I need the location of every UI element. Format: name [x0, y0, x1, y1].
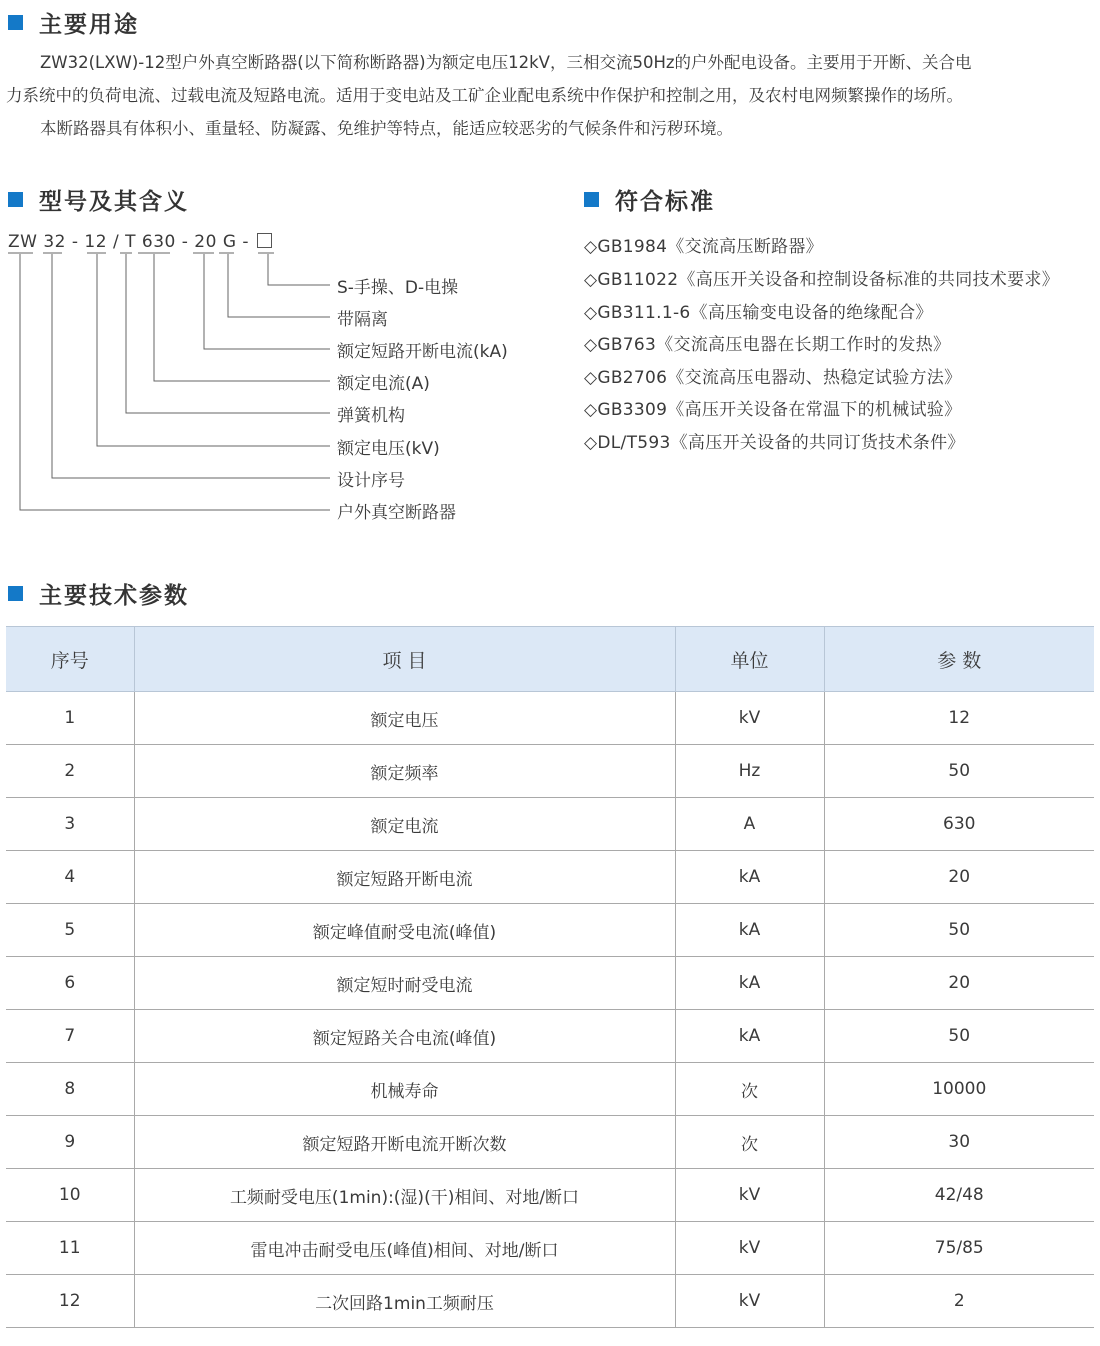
cell-index: 11: [6, 1222, 134, 1275]
legend-item-rated-current: 额定电流(A): [337, 374, 430, 394]
cell-unit: Hz: [675, 745, 824, 798]
usage-paragraph-line-2: 力系统中的负荷电流、过载电流及短路电流。适用于变电站及工矿企业配电系统中作保护和控制之用，及农村电网频繁操作的场所。: [6, 86, 963, 105]
legend-item-design-serial: 设计序号: [337, 471, 405, 491]
cell-unit: kA: [675, 957, 824, 1010]
cell-value: 20: [824, 851, 1094, 904]
cell-value: 10000: [824, 1063, 1094, 1116]
usage-paragraph-line-3: 本断路器具有体积小、重量轻、防凝露、免维护等特点，能适应较恶劣的气候条件和污秽环境。: [40, 119, 733, 138]
standard-item: ◇GB2706《交流高压电器动、热稳定试验方法》: [584, 368, 962, 388]
model-code-text: ZW 32 - 12 / T 630 - 20 G -: [8, 232, 255, 252]
table-row: [6, 851, 1094, 904]
table-row: [6, 1222, 1094, 1275]
cell-unit: kV: [675, 1275, 824, 1328]
cell-unit: kA: [675, 904, 824, 957]
cell-unit: kA: [675, 1010, 824, 1063]
params-section-title: 主要技术参数: [8, 577, 189, 610]
cell-unit: A: [675, 798, 824, 851]
cell-index: 8: [6, 1063, 134, 1116]
header-value: 参 数: [824, 627, 1094, 692]
cell-item: 额定电压: [134, 692, 675, 745]
table-row: [6, 957, 1094, 1010]
table-row: [6, 692, 1094, 745]
cell-value: 30: [824, 1116, 1094, 1169]
table-row: [6, 1275, 1094, 1328]
usage-paragraph-line-1: ZW32(LXW)-12型户外真空断路器(以下简称断路器)为额定电压12kV，三相交流50Hz的户外配电设备。主要用于开断、关合电: [40, 53, 972, 72]
table-row: [6, 1116, 1094, 1169]
cell-value: 50: [824, 904, 1094, 957]
cell-item: 额定电流: [134, 798, 675, 851]
table-row: [6, 798, 1094, 851]
cell-value: 75/85: [824, 1222, 1094, 1275]
legend-item-isolation: 带隔离: [337, 310, 388, 330]
cell-index: 5: [6, 904, 134, 957]
cell-value: 12: [824, 692, 1094, 745]
table-row: [6, 1063, 1094, 1116]
cell-index: 7: [6, 1010, 134, 1063]
cell-item: 额定短时耐受电流: [134, 957, 675, 1010]
standard-item: ◇DL/T593《高压开关设备的共同订货技术条件》: [584, 433, 965, 453]
standard-item: ◇GB763《交流高压电器在长期工作时的发热》: [584, 335, 951, 355]
cell-unit: kV: [675, 1222, 824, 1275]
section-square-icon: [8, 586, 23, 601]
table-header-row: [6, 627, 1094, 692]
cell-index: 2: [6, 745, 134, 798]
cell-item: 工频耐受电压(1min):(湿)(干)相间、对地/断口: [134, 1169, 675, 1222]
cell-value: 630: [824, 798, 1094, 851]
cell-index: 4: [6, 851, 134, 904]
legend-item-outdoor-breaker: 户外真空断路器: [337, 503, 456, 523]
cell-unit: kV: [675, 692, 824, 745]
cell-value: 50: [824, 1010, 1094, 1063]
cell-item: 额定短路关合电流(峰值): [134, 1010, 675, 1063]
standards-section-title: 符合标准: [584, 183, 715, 216]
cell-value: 2: [824, 1275, 1094, 1328]
header-index: 序号: [6, 627, 134, 692]
legend-item-spring-mechanism: 弹簧机构: [337, 406, 405, 426]
cell-item: 额定短路开断电流开断次数: [134, 1116, 675, 1169]
cell-item: 额定频率: [134, 745, 675, 798]
table-row: [6, 1010, 1094, 1063]
legend-item-operation: S-手操、D-电操: [337, 278, 459, 298]
model-section-title: 型号及其含义: [8, 183, 189, 216]
cell-item: 额定峰值耐受电流(峰值): [134, 904, 675, 957]
cell-unit: 次: [675, 1063, 824, 1116]
standard-item: ◇GB1984《交流高压断路器》: [584, 237, 823, 257]
header-item: 项 目: [134, 627, 675, 692]
table-row: [6, 745, 1094, 798]
standard-item: ◇GB311.1-6《高压输变电设备的绝缘配合》: [584, 303, 933, 323]
cell-index: 1: [6, 692, 134, 745]
params-table: [6, 626, 1094, 1328]
cell-value: 20: [824, 957, 1094, 1010]
cell-index: 12: [6, 1275, 134, 1328]
cell-item: 机械寿命: [134, 1063, 675, 1116]
cell-item: 雷电冲击耐受电压(峰值)相间、对地/断口: [134, 1222, 675, 1275]
cell-index: 3: [6, 798, 134, 851]
cell-index: 10: [6, 1169, 134, 1222]
table-row: [6, 1169, 1094, 1222]
usage-section-title: 主要用途: [8, 6, 139, 39]
standard-item: ◇GB3309《高压开关设备在常温下的机械试验》: [584, 400, 962, 420]
cell-unit: kV: [675, 1169, 824, 1222]
legend-item-breaking-current: 额定短路开断电流(kA): [337, 342, 508, 362]
section-square-icon: [584, 192, 599, 207]
standard-item: ◇GB11022《高压开关设备和控制设备标准的共同技术要求》: [584, 270, 1059, 290]
cell-item: 二次回路1min工频耐压: [134, 1275, 675, 1328]
cell-index: 6: [6, 957, 134, 1010]
cell-index: 9: [6, 1116, 134, 1169]
legend-item-rated-voltage: 额定电压(kV): [337, 439, 440, 459]
cell-value: 42/48: [824, 1169, 1094, 1222]
table-row: [6, 904, 1094, 957]
cell-unit: kA: [675, 851, 824, 904]
cell-unit: 次: [675, 1116, 824, 1169]
header-unit: 单位: [675, 627, 824, 692]
cell-value: 50: [824, 745, 1094, 798]
cell-item: 额定短路开断电流: [134, 851, 675, 904]
